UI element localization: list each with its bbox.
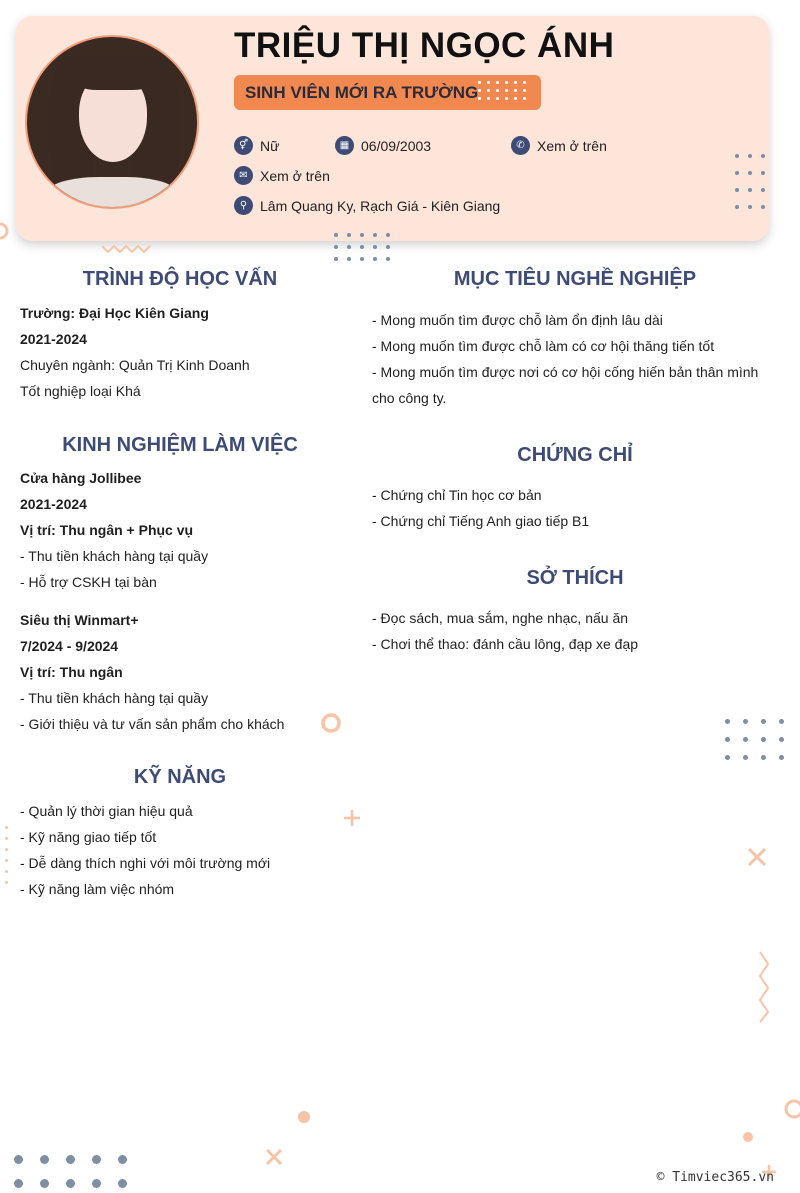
certificates-section — [372, 482, 784, 534]
hobbies-section — [372, 605, 784, 657]
job-task: - Thu tiền khách hàng tại quầy — [20, 548, 209, 564]
certificate-item: - Chứng chỉ Tin học cơ bản — [372, 487, 542, 503]
role-dots-decoration — [478, 81, 527, 100]
envelope-icon: ✉ — [234, 166, 253, 185]
dots-decoration-right — [725, 719, 784, 760]
skill-item: - Kỹ năng làm việc nhóm — [20, 881, 175, 897]
skill-item: - Kỹ năng giao tiếp tốt — [20, 829, 157, 845]
dots-decoration-header-right — [735, 154, 765, 209]
gender-value: Nữ — [260, 137, 280, 154]
job-period: 2021-2024 — [20, 496, 87, 512]
education-section — [20, 300, 340, 404]
circle-decoration-bottom-right — [742, 1131, 754, 1143]
circle-decoration-bottom — [297, 1110, 311, 1124]
education-school: Trường: Đại Học Kiên Giang — [20, 305, 209, 321]
calendar-icon: ▦ — [335, 136, 354, 155]
cross-decoration-bottom — [264, 1147, 284, 1167]
address-info — [234, 196, 500, 215]
education-grade: Tốt nghiệp loại Khá — [20, 383, 141, 399]
education-major: Chuyên ngành: Quản Trị Kinh Doanh — [20, 357, 250, 373]
role-text: SINH VIÊN MỚI RA TRƯỜNG — [245, 83, 479, 102]
objective-section — [372, 307, 784, 411]
skill-item: - Dễ dàng thích nghi với môi trường mới — [20, 855, 271, 871]
avatar — [25, 35, 199, 209]
ring-decoration-left-edge — [0, 221, 12, 243]
dots-decoration-bottom-left — [14, 1155, 127, 1188]
address-value: Lâm Quang Ky, Rạch Giá - Kiên Giang — [260, 197, 501, 214]
footer-copyright[interactable]: © Timviec365.vn — [656, 1170, 774, 1185]
job-task: - Thu tiền khách hàng tại quầy — [20, 690, 209, 706]
phone-value: Xem ở trên — [537, 137, 607, 154]
certificate-item: - Chứng chỉ Tiếng Anh giao tiếp B1 — [372, 513, 590, 529]
dots-decoration-header-bottom — [334, 233, 390, 261]
role-badge — [234, 75, 541, 110]
job-company: Cửa hàng Jollibee — [20, 470, 142, 486]
job-task: - Hỗ trợ CSKH tại bàn — [20, 574, 157, 590]
objective-item: - Mong muốn tìm được chỗ làm ổn định lâu dài — [372, 312, 663, 328]
objective-item: - Mong muốn tìm được chỗ làm có cơ hội thăng tiến tốt — [372, 338, 715, 354]
cross-decoration-right — [746, 846, 768, 868]
education-period: 2021-2024 — [20, 331, 87, 347]
experience-title: KINH NGHIỆM LÀM VIỆC — [62, 434, 298, 456]
skill-item: - Quản lý thời gian hiệu quả — [20, 803, 193, 819]
education-title: TRÌNH ĐỘ HỌC VẤN — [82, 268, 278, 290]
email-info — [234, 166, 330, 185]
certificates-title: CHỨNG CHỈ — [517, 444, 633, 466]
job-period: 7/2024 - 9/2024 — [20, 638, 119, 654]
objective-title: MỤC TIÊU NGHỀ NGHIỆP — [453, 268, 697, 290]
plus-decoration-middle — [342, 808, 362, 828]
experience-section — [20, 465, 340, 737]
job-position: Vị trí: Thu ngân — [20, 664, 123, 680]
candidate-name: TRIỆU THỊ NGỌC ÁNH — [234, 26, 615, 65]
hobby-item: - Đọc sách, mua sắm, nghe nhạc, nấu ăn — [372, 610, 629, 626]
zigzag-decoration-right — [752, 950, 772, 1024]
hobby-item: - Chơi thể thao: đánh cầu lông, đạp xe đạp — [372, 636, 639, 652]
location-pin-icon: ⚲ — [234, 196, 253, 215]
gender-info — [234, 136, 279, 155]
skills-section — [20, 798, 340, 902]
ring-decoration-right-edge — [782, 1097, 800, 1121]
birthdate-value: 06/09/2003 — [361, 137, 432, 154]
job-position: Vị trí: Thu ngân + Phục vụ — [20, 522, 194, 538]
birthdate-info — [335, 136, 431, 155]
job-company: Siêu thị Winmart+ — [20, 612, 139, 628]
phone-icon: ✆ — [511, 136, 530, 155]
email-value: Xem ở trên — [260, 167, 330, 184]
objective-item: - Mong muốn tìm được nơi có cơ hội cống hiến bản thân mình cho công ty. — [372, 364, 759, 406]
job-task: - Giới thiệu và tư vấn sản phẩm cho khách — [20, 716, 285, 732]
hobbies-title: SỞ THÍCH — [526, 567, 624, 589]
gender-icon: ⚥ — [234, 136, 253, 155]
skills-title: KỸ NĂNG — [133, 766, 227, 788]
zigzag-decoration-top — [100, 242, 154, 254]
dots-decoration-left-edge — [5, 826, 8, 884]
phone-info — [511, 136, 607, 155]
